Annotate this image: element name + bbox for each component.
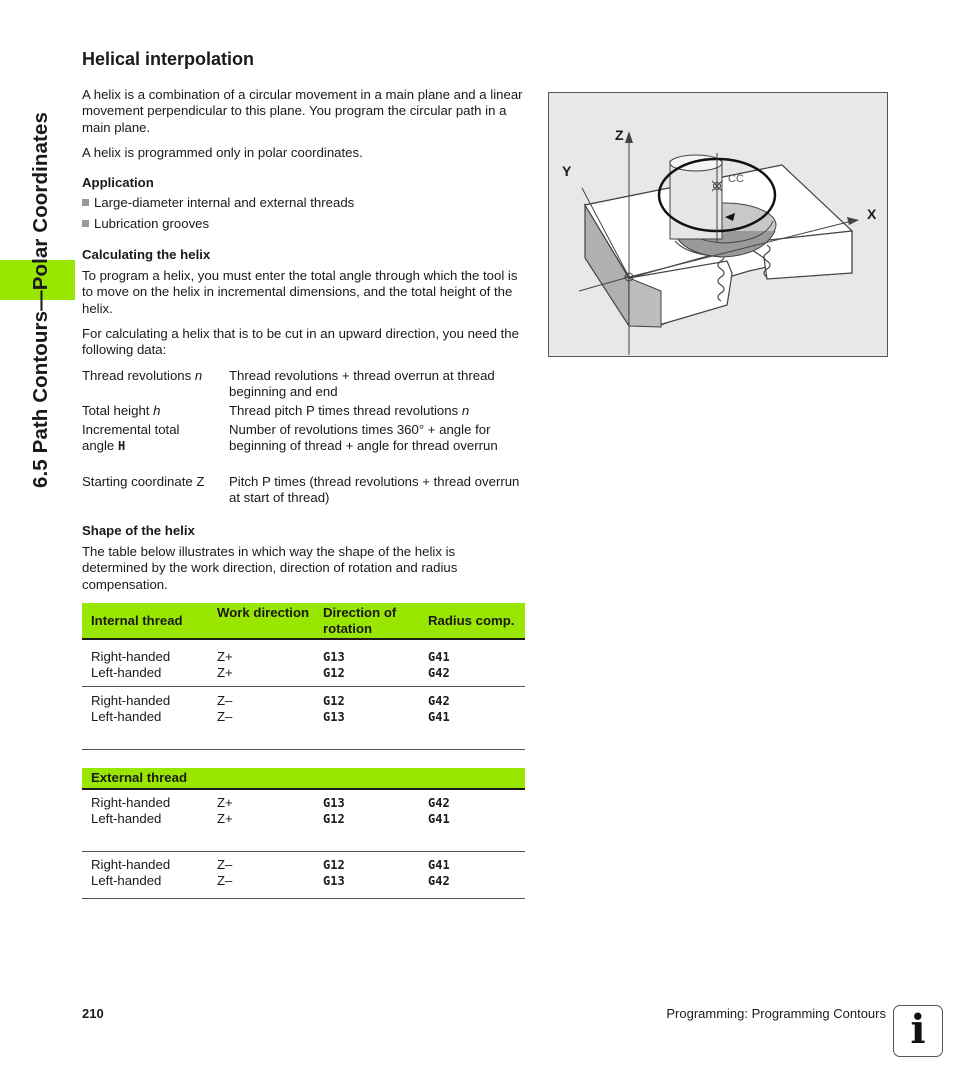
shape-paragraph: The table below illustrates in which way the shape of the helix is determined by the work direction, direction of rotation and radius compensation. xyxy=(82,544,458,592)
calculating-paragraph: To program a helix, you must enter the total angle through which the tool is to move on the helix in incremental dimensions, and the total height of the helix. xyxy=(82,268,518,316)
helix-illustration xyxy=(549,93,887,356)
definition-term: Starting coordinate Z xyxy=(82,474,205,489)
application-item-text: Large-diameter internal and external threads xyxy=(94,195,355,210)
table-row: Right-handed Left-handed Z– Z– G12 G13 G41 G42 xyxy=(82,852,525,899)
definition-description: Thread revolutions + thread overrun at thread beginning and end xyxy=(229,368,495,400)
bullet-square-icon xyxy=(82,199,89,206)
helix-figure xyxy=(548,92,888,357)
header-radius-comp: Radius comp. xyxy=(428,613,515,628)
shape-heading: Shape of the helix xyxy=(82,523,195,538)
circle-center-label: CC xyxy=(728,173,744,185)
chapter-side-title-text: 6.5 Path Contours—Polar Coordinates xyxy=(29,112,52,488)
footer-title: Programming: Programming Contours xyxy=(666,1006,886,1021)
intro-paragraph-2: A helix is programmed only in polar coordinates. xyxy=(82,145,363,160)
table-row: Right-handed Left-handed Z– Z– G12 G13 G42 G41 xyxy=(82,687,525,750)
application-item xyxy=(82,216,209,232)
page-number: 210 xyxy=(82,1006,104,1021)
definition-description: Thread pitch P times thread revolutions n xyxy=(229,403,470,418)
intro-paragraph: A helix is a combination of a circular movement in a main plane and a linear movement perpendicular to this plane. You program the circular path in a main plane. xyxy=(82,87,523,135)
axis-label-z: Z xyxy=(615,127,624,143)
info-icon-glyph: i xyxy=(910,1006,926,1053)
definition-description: Pitch P times (thread revolutions + thread overrun at start of thread) xyxy=(229,474,520,506)
application-item xyxy=(82,195,354,211)
axis-label-y: Y xyxy=(562,163,572,179)
definition-term: Total height h xyxy=(82,403,161,418)
table-header-internal xyxy=(82,603,525,640)
header-internal-thread: Internal thread xyxy=(91,613,183,628)
header-work-direction: Work direction xyxy=(217,605,310,620)
table-row: Right-handed Left-handed Z+ Z+ G13 G12 G42 G41 xyxy=(82,790,525,852)
section-heading: Helical interpolation xyxy=(82,49,255,69)
calculating-paragraph-2: For calculating a helix that is to be cut in an upward direction, you need the following data: xyxy=(82,326,519,358)
definition-term: Incremental total angle H xyxy=(82,422,180,454)
application-item-text: Lubrication grooves xyxy=(94,216,210,231)
application-heading: Application xyxy=(82,175,154,190)
info-icon xyxy=(893,1005,943,1057)
header-external-thread: External thread xyxy=(91,770,188,785)
definition-term: Thread revolutions n xyxy=(82,368,203,383)
table-header-external xyxy=(82,768,525,790)
bullet-square-icon xyxy=(82,220,89,227)
axis-label-x: X xyxy=(867,206,877,222)
definition-description: Number of revolutions times 360° + angle for beginning of thread + angle for thread overrun xyxy=(229,422,498,454)
header-direction-of-rotation: Direction of rotation xyxy=(323,605,397,636)
table-row: Right-handed Left-handed Z+ Z+ G13 G12 G41 G42 xyxy=(82,640,525,687)
calculating-heading: Calculating the helix xyxy=(82,247,211,262)
